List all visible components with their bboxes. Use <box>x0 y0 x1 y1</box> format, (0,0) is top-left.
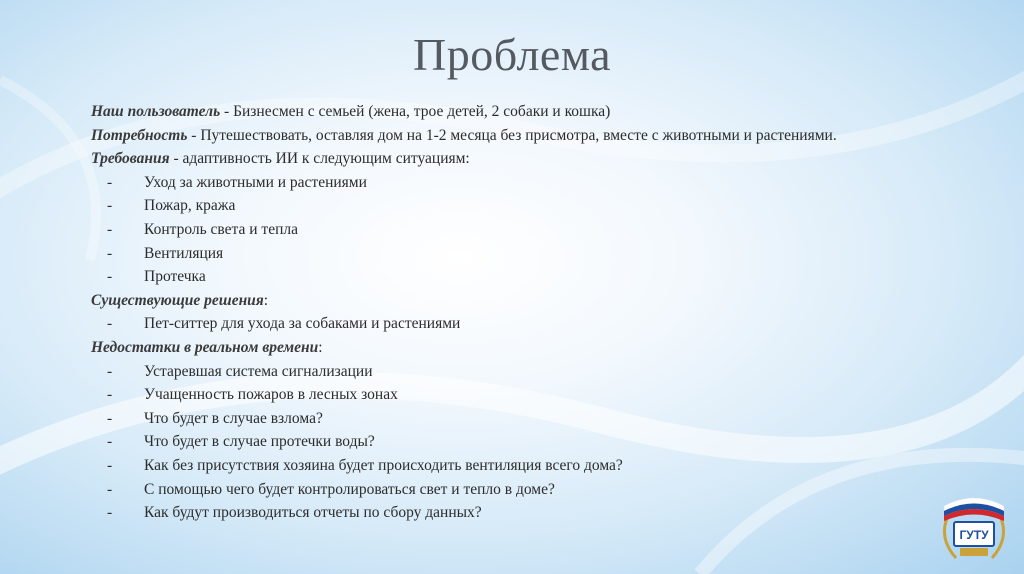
bullet-dash: - <box>107 433 113 451</box>
bullet-dash: - <box>107 504 113 522</box>
requirements-label: Требования <box>91 150 170 168</box>
need-text: - Путешествовать, оставляя дом на 1-2 месяца без присмотра, вместе с животными и растениями. <box>187 126 837 144</box>
list-item: - Протечка <box>91 265 971 289</box>
drawbacks-label: Недостатки в реальном времени <box>91 338 319 356</box>
existing-list <box>91 312 971 336</box>
list-item: - Вентиляция <box>91 242 971 266</box>
user-text: - Бизнесмен с семьей (жена, трое детей, 2 собаки и кошка) <box>220 103 611 120</box>
bullet-dash: - <box>107 409 113 427</box>
existing-label: Существующие решения <box>91 291 264 309</box>
requirements-list <box>91 171 971 289</box>
existing-line <box>91 289 971 313</box>
user-label: Наш пользователь <box>91 103 221 120</box>
drawbacks-line <box>91 336 971 360</box>
list-item: - Как без присутствия хозяина будет происходить вентиляция всего дома? <box>91 454 971 478</box>
list-item: - Учащенность пожаров в лесных зонах <box>91 383 971 407</box>
list-item: - Как будут производиться отчеты по сбору данных? <box>91 501 971 525</box>
bullet-dash: - <box>107 244 113 262</box>
list-item: - Устаревшая система сигнализации <box>91 360 971 384</box>
drawbacks-list <box>91 360 971 525</box>
list-item: - Контроль света и тепла <box>91 218 971 242</box>
bullet-dash: - <box>107 220 113 238</box>
need-line <box>91 124 971 148</box>
list-item: - Пожар, кража <box>91 194 971 218</box>
list-item: - С помощью чего будет контролироваться свет и тепло в доме? <box>91 478 971 502</box>
need-label: Потребность <box>91 126 188 144</box>
bullet-dash: - <box>107 197 113 215</box>
requirements-text: - адаптивность ИИ к следующим ситуациям: <box>169 150 470 168</box>
drawbacks-text: : <box>318 338 323 356</box>
existing-text: : <box>263 291 269 309</box>
user-line <box>91 100 971 124</box>
bullet-dash: - <box>107 173 113 191</box>
bullet-dash: - <box>107 386 113 404</box>
list-item: - Что будет в случае взлома? <box>91 407 971 431</box>
bullet-dash: - <box>107 315 113 333</box>
bullet-dash: - <box>107 362 113 380</box>
bullet-dash: - <box>107 456 113 474</box>
list-item: - Пет-ситтер для ухода за собаками и растениями <box>91 312 971 336</box>
slide-content <box>91 100 971 525</box>
requirements-line <box>91 147 971 171</box>
list-item: - Уход за животными и растениями <box>91 171 971 195</box>
bullet-dash: - <box>107 480 113 498</box>
slide-title: Проблема <box>412 29 612 80</box>
logo-book <box>960 548 988 556</box>
bullet-dash: - <box>107 268 113 286</box>
logo-text: ГУТУ <box>959 528 989 542</box>
university-logo <box>934 486 1014 566</box>
list-item: - Что будет в случае протечки воды? <box>91 430 971 454</box>
